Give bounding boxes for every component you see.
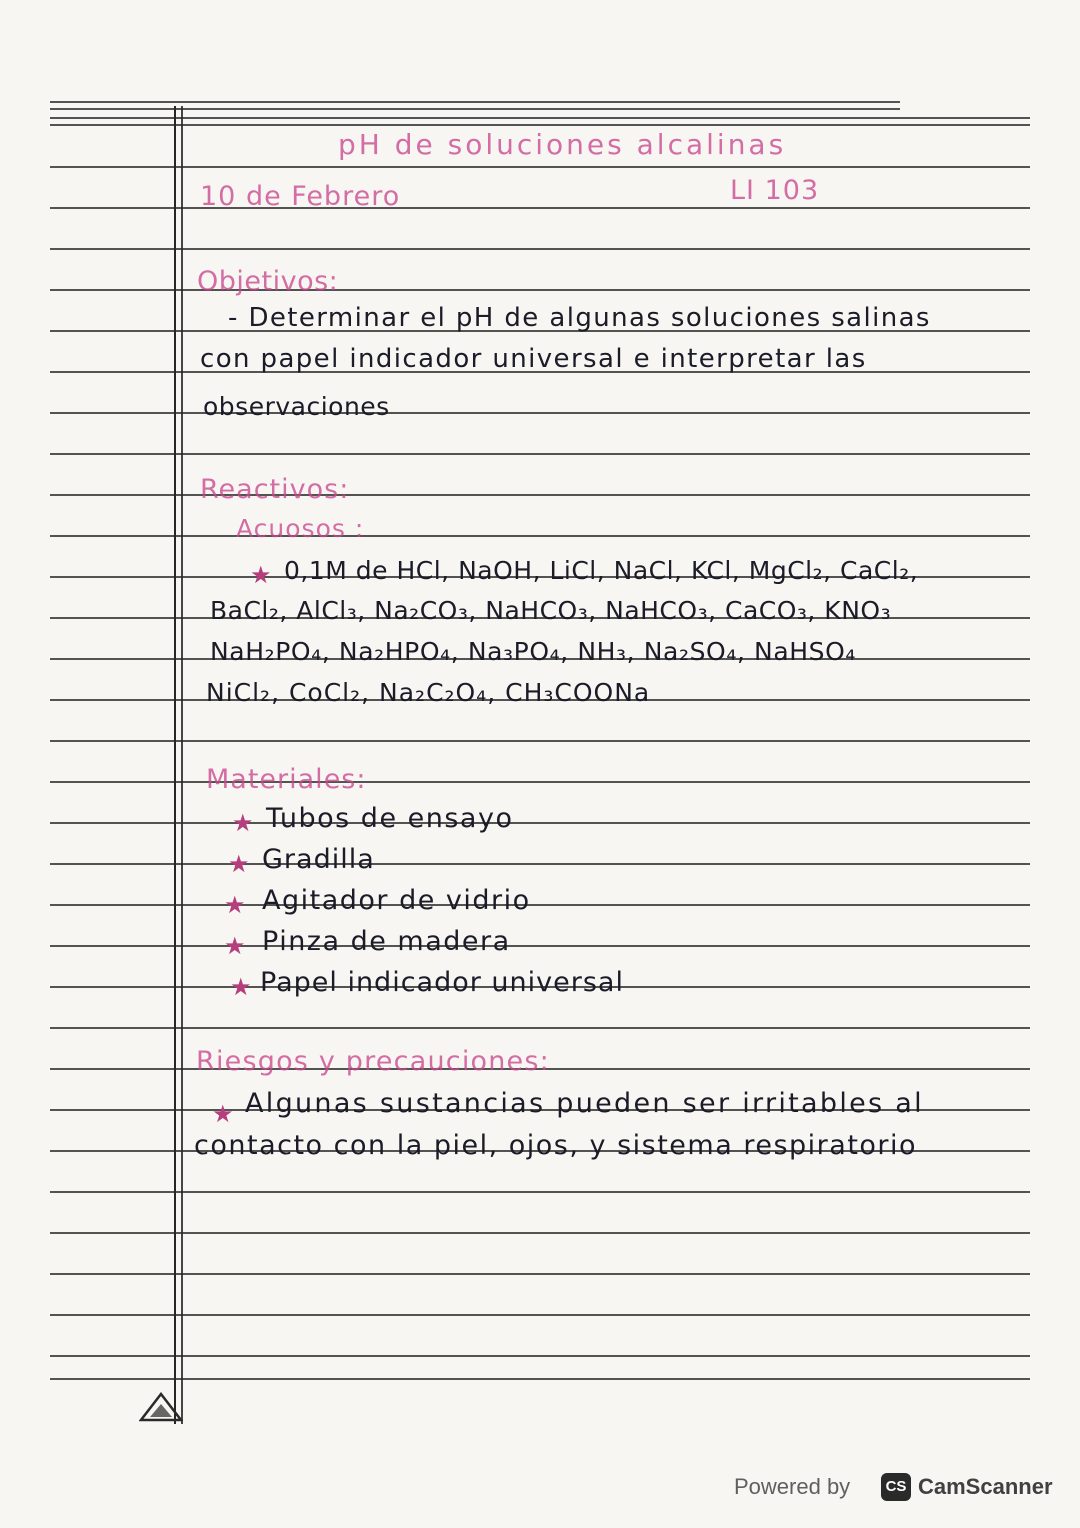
- date: 10 de Febrero: [200, 181, 401, 212]
- acuosos-subheading: Acuosos :: [236, 514, 365, 543]
- material-item: Papel indicador universal: [260, 967, 624, 998]
- material-item: Tubos de ensayo: [266, 803, 514, 834]
- reactivos-line-3: NaH₂PO₄, Na₂HPO₄, Na₃PO₄, NH₃, Na₂SO₄, NaHSO₄: [210, 637, 857, 666]
- ruled-line: [50, 822, 1030, 824]
- star-bullet-icon: ★: [212, 1100, 234, 1128]
- ruled-line: [50, 412, 1030, 414]
- ruled-line: [50, 453, 1030, 455]
- notebook-logo-icon: [139, 1392, 183, 1422]
- objetivos-heading: Objetivos:: [197, 266, 339, 297]
- top-double-rule-2: [50, 108, 900, 110]
- ruled-line: [50, 494, 1030, 496]
- star-bullet-icon: ★: [250, 561, 272, 589]
- margin-line-inner: [181, 106, 183, 1424]
- ruled-line: [50, 1232, 1030, 1234]
- objetivos-line-3: observaciones: [203, 392, 390, 421]
- reactivos-line-2: BaCl₂, AlCl₃, Na₂CO₃, NaHCO₃, NaHCO₃, CaCO₃, KNO₃: [210, 596, 892, 625]
- ruled-line: [50, 1355, 1030, 1357]
- star-bullet-icon: ★: [224, 891, 246, 919]
- star-bullet-icon: ★: [232, 809, 254, 837]
- materiales-heading: Materiales:: [206, 764, 367, 795]
- ruled-line: [50, 1273, 1030, 1275]
- ruled-line: [50, 781, 1030, 783]
- ruled-line: [50, 1378, 1030, 1380]
- material-item: Agitador de vidrio: [262, 885, 531, 916]
- ruled-line: [50, 1314, 1030, 1316]
- riesgos-line-2: contacto con la piel, ojos, y sistema respiratorio: [194, 1130, 918, 1161]
- ruled-line: [50, 117, 1030, 119]
- ruled-line: [50, 1027, 1030, 1029]
- star-bullet-icon: ★: [224, 932, 246, 960]
- margin-line: [174, 106, 176, 1424]
- ruled-line: [50, 166, 1030, 168]
- ruled-line: [50, 740, 1030, 742]
- material-item: Gradilla: [262, 844, 375, 875]
- ruled-line: [50, 248, 1030, 250]
- ruled-line: [50, 904, 1030, 906]
- top-double-rule-1: [50, 101, 900, 103]
- ruled-line: [50, 124, 1030, 126]
- objetivos-line-2: con papel indicador universal e interpretar las: [200, 344, 867, 374]
- powered-by-label: Powered by: [734, 1474, 851, 1499]
- camscanner-logo-icon: CS: [881, 1473, 911, 1501]
- material-item: Pinza de madera: [262, 926, 511, 957]
- ruled-line: [50, 945, 1030, 947]
- ruled-line: [50, 207, 1030, 209]
- ruled-line: [50, 863, 1030, 865]
- ruled-line: [50, 1191, 1030, 1193]
- page-title: pH de soluciones alcalinas: [338, 128, 787, 161]
- room-code: LI 103: [730, 175, 820, 206]
- reactivos-line-1: 0,1M de HCl, NaOH, LiCl, NaCl, KCl, MgCl₂, CaCl₂,: [284, 556, 919, 585]
- objetivos-line-1: - Determinar el pH de algunas soluciones salinas: [228, 303, 931, 333]
- riesgos-line-1: Algunas sustancias pueden ser irritables al: [245, 1088, 924, 1119]
- riesgos-heading: Riesgos y precauciones:: [196, 1046, 550, 1077]
- star-bullet-icon: ★: [230, 973, 252, 1001]
- camscanner-brand: CamScanner: [918, 1474, 1053, 1499]
- star-bullet-icon: ★: [228, 850, 250, 878]
- reactivos-heading: Reactivos:: [200, 474, 350, 505]
- reactivos-line-4: NiCl₂, CoCl₂, Na₂C₂O₄, CH₃COONa: [206, 678, 651, 707]
- ruled-line: [50, 535, 1030, 537]
